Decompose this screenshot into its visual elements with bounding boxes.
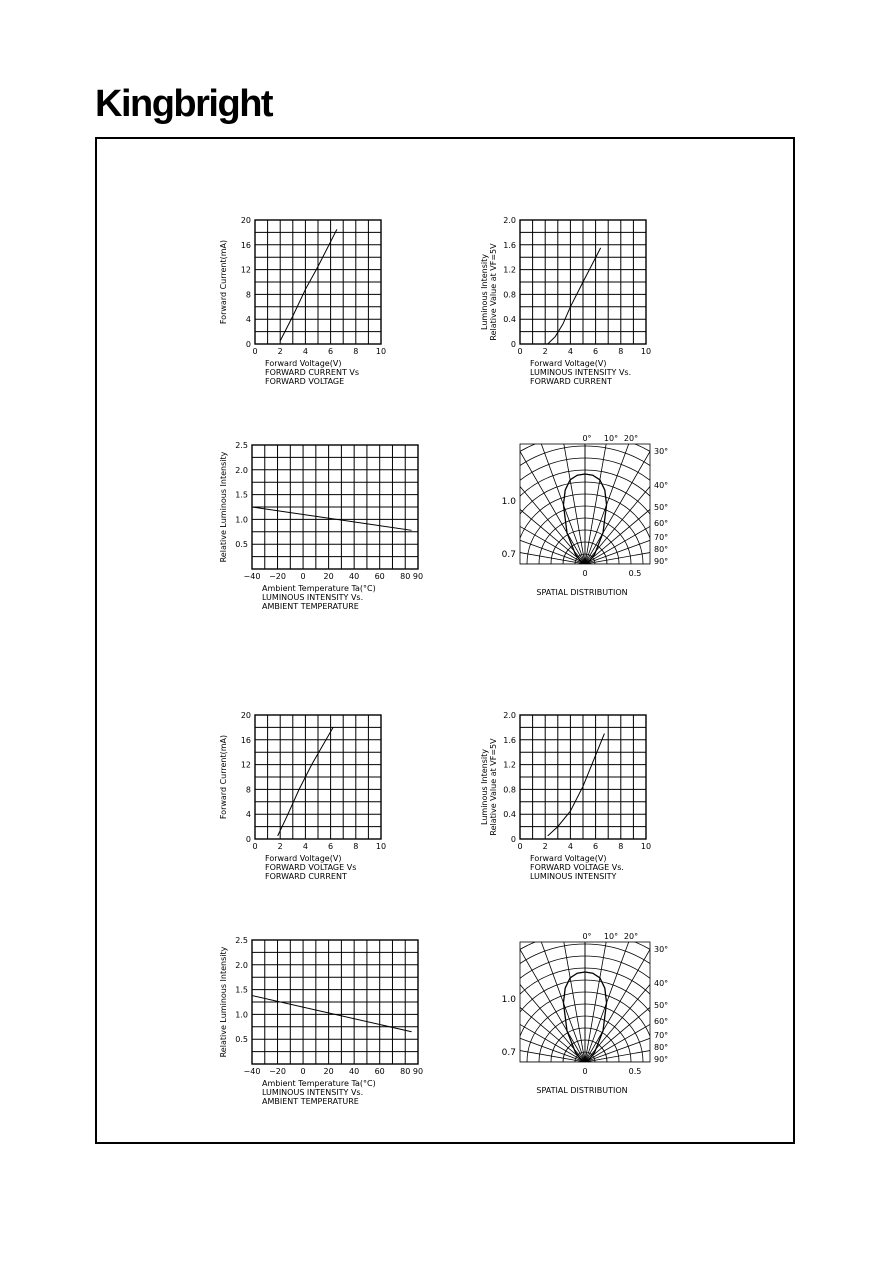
x-tick-label: 40	[349, 572, 360, 581]
radius-label: 0.7	[501, 1048, 516, 1058]
y-axis-label: Relative Value at VF=5V	[489, 738, 498, 836]
chart-spatial-distribution-2	[495, 930, 685, 1110]
x-tick-label: 10	[375, 842, 387, 851]
x-tick-label: 80	[400, 1067, 411, 1076]
y-tick-label: 0	[245, 835, 251, 844]
bottom-axis-label: 0	[582, 1067, 588, 1076]
y-tick-label: 1.5	[235, 490, 248, 500]
x-tick-label: 20	[323, 1067, 334, 1076]
x-tick-label: 20	[323, 572, 334, 581]
data-line	[548, 248, 601, 344]
x-tick-label: 0	[517, 347, 523, 356]
chart-caption: FORWARD VOLTAGE Vs.	[530, 863, 624, 872]
y-tick-label: 1.6	[503, 735, 516, 745]
chart-caption: LUMINOUS INTENSITY	[530, 872, 617, 881]
y-axis-label: Relative Luminous Intensity	[219, 451, 228, 563]
radius-label: 1.0	[501, 995, 516, 1005]
x-tick-label: −40	[243, 572, 261, 581]
y-tick-label: 1.2	[503, 760, 516, 770]
x-tick-label: 2	[277, 842, 283, 851]
angle-label: 90°	[654, 1055, 669, 1064]
x-tick-label: 40	[349, 1067, 360, 1076]
x-axis-label: Forward Voltage(V)	[265, 359, 342, 368]
angle-label: 50°	[654, 1001, 669, 1010]
angle-label: 50°	[654, 503, 669, 512]
x-tick-label: 2	[542, 842, 548, 851]
y-tick-label: 12	[240, 265, 251, 275]
chart-caption: FORWARD CURRENT Vs	[265, 368, 360, 377]
x-tick-label: 8	[353, 842, 359, 851]
y-tick-label: 2.0	[235, 465, 248, 475]
angle-label: 20°	[623, 932, 639, 941]
radius-label: 1.0	[501, 497, 516, 507]
chart-caption: FORWARD VOLTAGE Vs	[265, 863, 357, 872]
chart-forward-current-vs-voltage-1	[210, 210, 420, 400]
angle-label: 80°	[654, 545, 669, 554]
x-tick-label: 6	[593, 842, 599, 851]
y-tick-label: 0	[245, 340, 251, 349]
x-tick-label: 10	[640, 842, 652, 851]
chart-caption: AMBIENT TEMPERATURE	[262, 1097, 359, 1106]
y-tick-label: 1.2	[503, 265, 516, 275]
y-tick-label: 8	[245, 290, 251, 300]
x-tick-label: 0	[517, 842, 523, 851]
chart-caption: FORWARD VOLTAGE	[265, 377, 345, 386]
y-tick-label: 1.5	[235, 985, 248, 995]
y-tick-label: 0.4	[503, 315, 516, 325]
chart-voltage-vs-luminous-intensity-2	[475, 705, 675, 895]
y-tick-label: 1.0	[235, 515, 248, 525]
chart-forward-voltage-vs-current-2	[210, 705, 420, 895]
angle-label: 90°	[654, 557, 669, 566]
y-axis-label: Luminous Intensity	[480, 749, 489, 825]
x-tick-label: 6	[593, 347, 599, 356]
y-tick-label: 4	[245, 810, 251, 820]
radius-label: 0.7	[501, 550, 516, 560]
x-tick-label: −20	[269, 572, 286, 581]
x-tick-label: 4	[567, 842, 573, 851]
y-tick-label: 0.4	[503, 810, 516, 820]
x-axis-label: Ambient Temperature Ta(°C)	[262, 1079, 376, 1088]
angle-label: 30°	[654, 945, 669, 954]
x-tick-label: 2	[277, 347, 283, 356]
chart-title: SPATIAL DISTRIBUTION	[536, 588, 628, 597]
y-tick-label: 2.0	[503, 216, 516, 225]
x-axis-label: Forward Voltage(V)	[530, 854, 607, 863]
y-axis-label: Relative Luminous Intensity	[219, 946, 228, 1058]
y-axis-label: Forward Current(mA)	[219, 734, 228, 820]
y-tick-label: 12	[240, 760, 251, 770]
y-axis-label: Forward Current(mA)	[219, 239, 228, 325]
angle-label: 0°	[582, 932, 592, 941]
angle-label: 70°	[654, 1031, 669, 1040]
y-tick-label: 0.8	[503, 785, 516, 795]
y-tick-label: 2.5	[235, 441, 248, 450]
y-tick-label: 2.0	[235, 960, 248, 970]
chart-intensity-vs-temperature-2	[210, 930, 435, 1120]
y-tick-label: 2.5	[235, 936, 248, 945]
data-line	[280, 229, 337, 341]
y-tick-label: 0	[510, 835, 516, 844]
y-tick-label: 0.5	[235, 1035, 248, 1045]
angle-label: 20°	[623, 434, 639, 443]
x-tick-label: −40	[243, 1067, 261, 1076]
y-tick-label: 16	[240, 735, 251, 745]
x-tick-label: 8	[618, 842, 624, 851]
x-tick-label: 8	[353, 347, 359, 356]
y-tick-label: 0.8	[503, 290, 516, 300]
chart-caption: AMBIENT TEMPERATURE	[262, 602, 359, 611]
x-tick-label: 0	[252, 347, 258, 356]
angle-label: 60°	[654, 1017, 669, 1026]
chart-caption: FORWARD CURRENT	[265, 872, 347, 881]
chart-intensity-vs-temperature-1	[210, 435, 435, 625]
angle-label: 80°	[654, 1043, 669, 1052]
y-tick-label: 0	[510, 340, 516, 349]
bottom-axis-label: 0.5	[628, 569, 642, 578]
x-tick-label: 0	[252, 842, 258, 851]
data-line	[252, 507, 412, 530]
x-tick-label: −20	[269, 1067, 286, 1076]
x-tick-label: 4	[567, 347, 573, 356]
chart-caption: LUMINOUS INTENSITY Vs.	[530, 368, 632, 377]
x-tick-label: 10	[640, 347, 652, 356]
x-tick-label: 60	[374, 1067, 385, 1076]
angle-label: 70°	[654, 533, 669, 542]
x-tick-label: 6	[328, 842, 334, 851]
angle-label: 10°	[603, 932, 619, 941]
x-tick-label: 90	[412, 1067, 424, 1076]
x-tick-label: 90	[412, 572, 424, 581]
y-tick-label: 8	[245, 785, 251, 795]
x-tick-label: 6	[328, 347, 334, 356]
y-tick-label: 16	[240, 240, 251, 250]
x-tick-label: 80	[400, 572, 411, 581]
y-tick-label: 4	[245, 315, 251, 325]
angle-label: 60°	[654, 519, 669, 528]
chart-spatial-distribution-1	[495, 432, 685, 612]
y-tick-label: 0.5	[235, 540, 248, 550]
angle-label: 10°	[603, 434, 619, 443]
y-axis-label: Relative Value at VF=5V	[489, 243, 498, 341]
x-axis-label: Forward Voltage(V)	[265, 854, 342, 863]
x-tick-label: 2	[542, 347, 548, 356]
chart-luminous-intensity-vs-current-1	[475, 210, 675, 400]
y-tick-label: 20	[240, 216, 251, 225]
x-tick-label: 60	[374, 572, 385, 581]
y-tick-label: 2.0	[503, 711, 516, 720]
x-tick-label: 8	[618, 347, 624, 356]
chart-caption: FORWARD CURRENT	[530, 377, 612, 386]
x-axis-label: Ambient Temperature Ta(°C)	[262, 584, 376, 593]
chart-caption: LUMINOUS INTENSITY Vs.	[262, 593, 364, 602]
x-tick-label: 4	[302, 842, 308, 851]
angle-label: 40°	[654, 979, 669, 988]
angle-label: 40°	[654, 481, 669, 490]
y-tick-label: 1.6	[503, 240, 516, 250]
angle-label: 0°	[582, 434, 592, 443]
bottom-axis-label: 0	[582, 569, 588, 578]
y-tick-label: 20	[240, 711, 251, 720]
x-tick-label: 0	[300, 572, 306, 581]
y-tick-label: 1.0	[235, 1010, 248, 1020]
x-tick-label: 4	[302, 347, 308, 356]
y-axis-label: Luminous Intensity	[480, 254, 489, 330]
chart-title: SPATIAL DISTRIBUTION	[536, 1086, 628, 1095]
x-tick-label: 10	[375, 347, 387, 356]
x-axis-label: Forward Voltage(V)	[530, 359, 607, 368]
x-tick-label: 0	[300, 1067, 306, 1076]
angle-label: 30°	[654, 447, 669, 456]
brand-logo: Kingbright	[95, 83, 273, 125]
charts-frame	[95, 137, 795, 1144]
chart-caption: LUMINOUS INTENSITY Vs.	[262, 1088, 364, 1097]
bottom-axis-label: 0.5	[628, 1067, 642, 1076]
